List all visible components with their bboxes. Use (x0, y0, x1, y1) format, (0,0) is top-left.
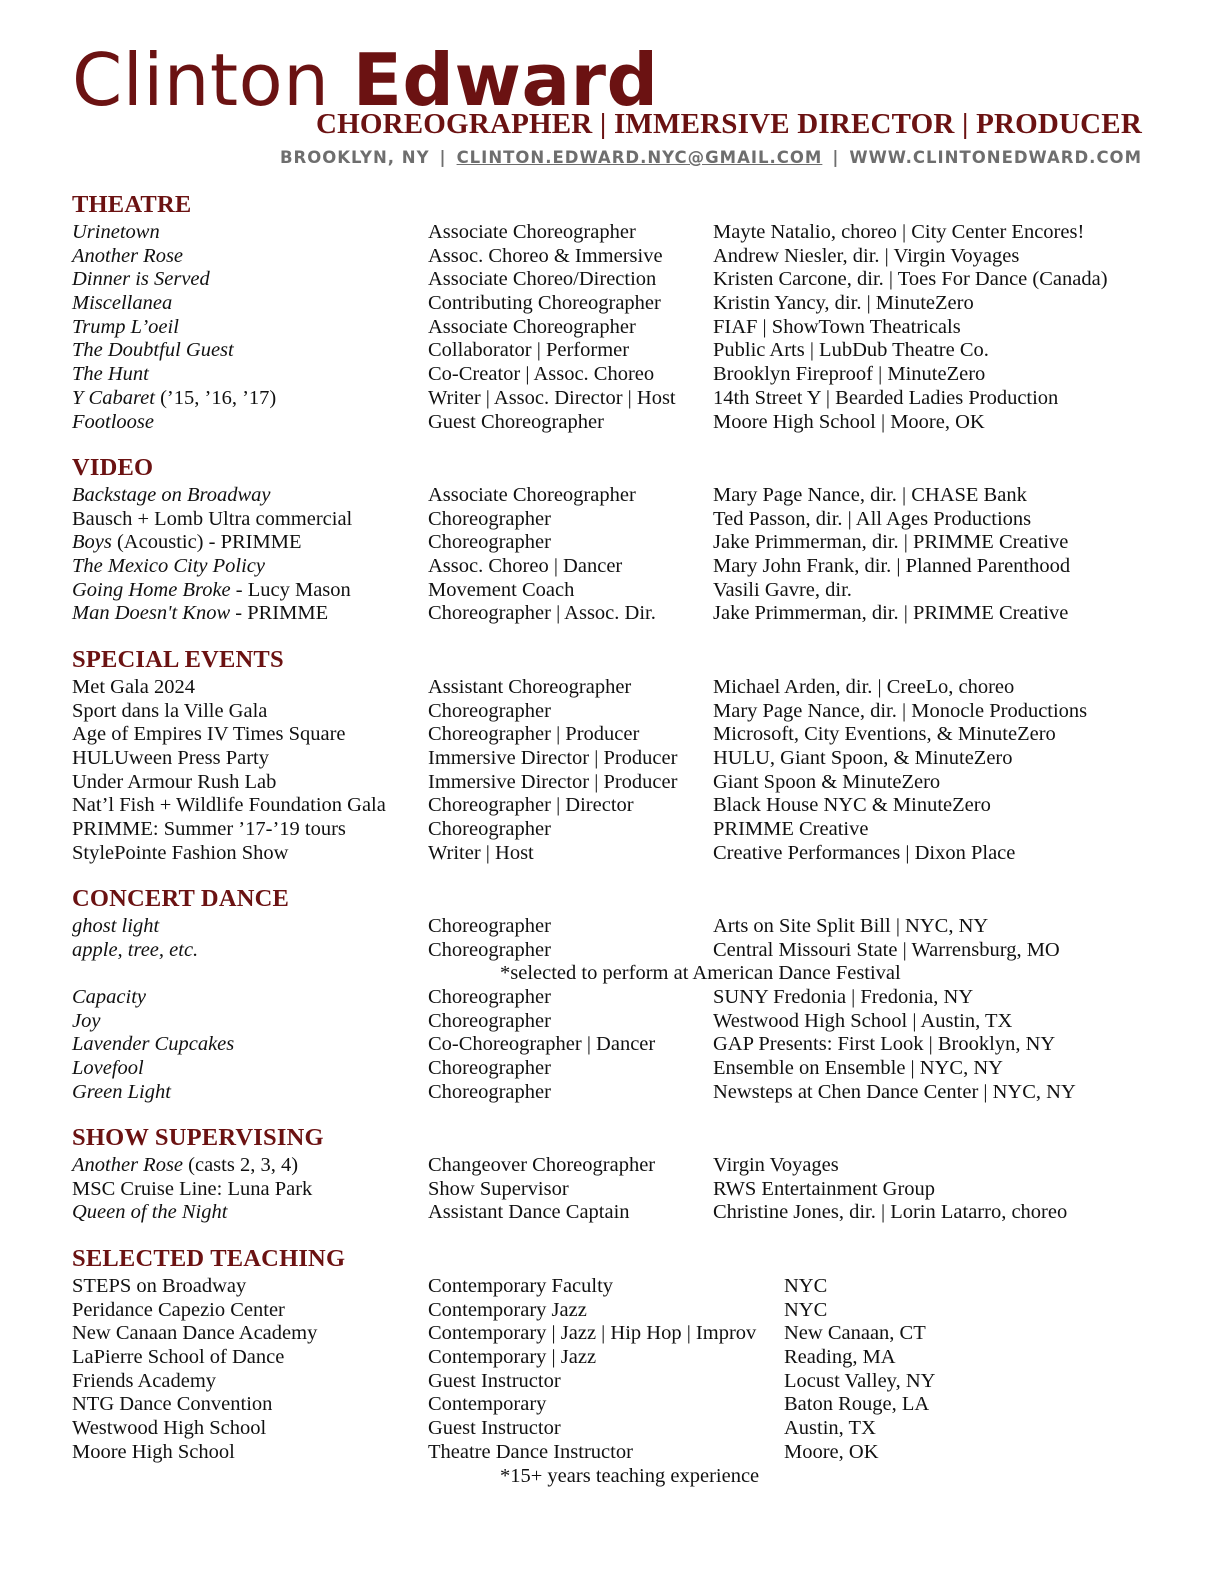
location: NYC (784, 1275, 828, 1297)
event-name: Age of Empires IV Times Square (72, 723, 346, 746)
email-link[interactable]: CLINTON.EDWARD.NYC@GMAIL.COM (456, 148, 823, 167)
role: Choreographer (428, 818, 551, 841)
teaching-row (72, 1417, 1162, 1441)
role: Contemporary Jazz (428, 1298, 587, 1321)
credit-row (72, 818, 1162, 842)
credit-row (72, 292, 1162, 316)
school: NTG Dance Convention (72, 1393, 273, 1416)
work-cell (72, 531, 301, 555)
role: Choreographer (428, 1080, 551, 1103)
credit: GAP Presents: First Look | Brooklyn, NY (713, 1033, 1056, 1056)
festival-note: *selected to perform at American Dance Festival (500, 962, 901, 985)
role: Choreographer (428, 1009, 551, 1032)
role: Co-Creator | Assoc. Choreo (428, 363, 655, 386)
credit-row (72, 747, 1162, 771)
contact-separator: | (439, 148, 447, 167)
event-name: Sport dans la Ville Gala (72, 699, 268, 722)
work-title: Trump L’oeil (72, 315, 179, 338)
credit: Ensemble on Ensemble | NYC, NY (713, 1057, 1003, 1080)
credit: Virgin Voyages (713, 1154, 839, 1176)
work-title: MSC Cruise Line: Luna Park (72, 1177, 313, 1200)
section-title-video: VIDEO (72, 454, 154, 481)
role: Writer | Host (428, 841, 534, 864)
credit-row (72, 1201, 1162, 1225)
role: Collaborator | Performer (428, 339, 630, 362)
role: Choreographer | Producer (428, 723, 640, 746)
credit-row (72, 602, 1162, 626)
work-title: Another Rose (72, 244, 184, 267)
credit-row (72, 794, 1162, 818)
credit: HULU, Giant Spoon, & MinuteZero (713, 747, 1013, 770)
teaching-row (72, 1441, 1162, 1465)
work-cell (72, 1154, 298, 1178)
work-cell (72, 387, 276, 411)
credit: Arts on Site Split Bill | NYC, NY (713, 915, 989, 937)
teaching-note: *15+ years teaching experience (500, 1464, 760, 1487)
school: New Canaan Dance Academy (72, 1322, 318, 1345)
work-cell (72, 579, 351, 603)
credit: Giant Spoon & MinuteZero (713, 770, 941, 793)
credit: Jake Primmerman, dir. | PRIMME Creative (713, 531, 1069, 554)
role: Contemporary | Jazz (428, 1346, 597, 1369)
role: Guest Instructor (428, 1417, 561, 1440)
resume-header (72, 38, 1142, 167)
work-title: Boys (72, 531, 112, 554)
credit-row (72, 1033, 1162, 1057)
work-title: apple, tree, etc. (72, 938, 199, 961)
teaching-note-row (72, 1465, 1162, 1489)
last-name: Edward (352, 38, 659, 122)
work-title: Y Cabaret (72, 386, 155, 409)
role: Associate Choreographer (428, 221, 636, 243)
credit: Brooklyn Fireproof | MinuteZero (713, 363, 986, 386)
role: Writer | Assoc. Director | Host (428, 386, 676, 409)
work-title: Joy (72, 1009, 101, 1032)
work-extra: - PRIMME (230, 602, 329, 625)
section-title-concert-dance: CONCERT DANCE (72, 885, 290, 912)
school: LaPierre School of Dance (72, 1346, 285, 1369)
work-extra: (Acoustic) - PRIMME (111, 531, 302, 554)
work-title: Lavender Cupcakes (72, 1033, 235, 1056)
credit-row (72, 676, 1162, 700)
credit: Public Arts | LubDub Theatre Co. (713, 339, 989, 362)
credit: Kristen Carcone, dir. | Toes For Dance (Canada) (713, 268, 1108, 291)
event-name: Met Gala 2024 (72, 676, 195, 698)
teaching-row (72, 1322, 1162, 1346)
credit: Westwood High School | Austin, TX (713, 1009, 1013, 1032)
section-title-selected-teaching: SELECTED TEACHING (72, 1245, 346, 1272)
credit-row (72, 363, 1162, 387)
credit-row (72, 411, 1162, 435)
role: Choreographer (428, 986, 551, 1009)
work-extra: (casts 2, 3, 4) (183, 1154, 299, 1176)
credit-row (72, 842, 1162, 866)
location: NYC (784, 1298, 828, 1321)
role: Contemporary (428, 1393, 547, 1416)
role: Choreographer (428, 915, 551, 937)
credit-row (72, 339, 1162, 363)
teaching-row (72, 1346, 1162, 1370)
location: Baton Rouge, LA (784, 1393, 930, 1416)
work-title: Capacity (72, 986, 147, 1009)
credit-row (72, 1010, 1162, 1034)
event-name: Under Armour Rush Lab (72, 770, 277, 793)
event-name: Nat’l Fish + Wildlife Foundation Gala (72, 794, 386, 817)
contact-line (280, 148, 1142, 167)
event-name: StylePointe Fashion Show (72, 841, 289, 864)
section-video (72, 454, 1162, 626)
location: Locust Valley, NY (784, 1369, 936, 1392)
credit-row (72, 915, 1162, 939)
first-name: Clinton (72, 38, 330, 122)
work-title: Another Rose (72, 1154, 184, 1176)
school: STEPS on Broadway (72, 1275, 247, 1297)
credit: Mary Page Nance, dir. | Monocle Productions (713, 699, 1088, 722)
event-name: HULUween Press Party (72, 747, 269, 770)
credit: SUNY Fredonia | Fredonia, NY (713, 986, 974, 1009)
location: New Canaan, CT (784, 1322, 926, 1345)
website-link[interactable]: WWW.CLINTONEDWARD.COM (849, 148, 1142, 167)
role: Associate Choreo/Direction (428, 268, 657, 291)
school: Westwood High School (72, 1417, 267, 1440)
location: Moore, OK (784, 1440, 879, 1463)
teaching-row (72, 1275, 1162, 1299)
role: Contemporary | Jazz | Hip Hop | Improv (428, 1322, 757, 1345)
role: Choreographer (428, 531, 551, 554)
credit-row (72, 1154, 1162, 1178)
section-title-show-supervising: SHOW SUPERVISING (72, 1124, 324, 1151)
credit: FIAF | ShowTown Theatricals (713, 315, 961, 338)
credit: Mary Page Nance, dir. | CHASE Bank (713, 484, 1027, 506)
work-title: Lovefool (72, 1057, 144, 1080)
credit: Christine Jones, dir. | Lorin Latarro, choreo (713, 1201, 1068, 1224)
role: Choreographer | Assoc. Dir. (428, 602, 656, 625)
credit: Mayte Natalio, choreo | City Center Encores! (713, 221, 1085, 243)
work-title: The Hunt (72, 363, 149, 386)
work-title: ghost light (72, 915, 160, 937)
teaching-row (72, 1370, 1162, 1394)
work-title: Dinner is Served (72, 268, 210, 291)
credit-row (72, 268, 1162, 292)
credit-row (72, 939, 1162, 963)
work-title: Man Doesn't Know (72, 602, 231, 625)
credit-row (72, 316, 1162, 340)
role: Assistant Dance Captain (428, 1201, 630, 1224)
work-extra: - Lucy Mason (230, 578, 351, 601)
credit: RWS Entertainment Group (713, 1177, 936, 1200)
work-title: Going Home Broke (72, 578, 231, 601)
credit: PRIMME Creative (713, 818, 869, 841)
work-title: Green Light (72, 1080, 171, 1103)
work-cell (72, 602, 328, 626)
contact-separator: | (832, 148, 840, 167)
work-title: Footloose (72, 410, 154, 433)
role: Immersive Director | Producer (428, 770, 678, 793)
role: Associate Choreographer (428, 315, 636, 338)
role: Associate Choreographer (428, 484, 636, 506)
credit-row (72, 723, 1162, 747)
role: Choreographer | Director (428, 794, 634, 817)
work-title: Queen of the Night (72, 1201, 228, 1224)
role: Assoc. Choreo | Dancer (428, 555, 623, 578)
role: Choreographer (428, 507, 551, 530)
teaching-row (72, 1393, 1162, 1417)
work-extra: (’15, ’16, ’17) (154, 386, 277, 409)
role: Assoc. Choreo & Immersive (428, 244, 663, 267)
credit-row (72, 1178, 1162, 1202)
section-title-theatre: THEATRE (72, 191, 192, 218)
work-title: Backstage on Broadway (72, 484, 271, 506)
credit-row (72, 986, 1162, 1010)
role: Immersive Director | Producer (428, 747, 678, 770)
credit-row (72, 531, 1162, 555)
role: Contributing Choreographer (428, 292, 661, 315)
credit: Black House NYC & MinuteZero (713, 794, 991, 817)
credit: Moore High School | Moore, OK (713, 410, 985, 433)
credit: Ted Passon, dir. | All Ages Productions (713, 507, 1032, 530)
section-theatre (72, 191, 1162, 434)
credit: Andrew Niesler, dir. | Virgin Voyages (713, 244, 1020, 267)
credit-row (72, 387, 1162, 411)
credit-row (72, 1081, 1162, 1105)
festival-note-row (72, 962, 1162, 986)
section-concert-dance (72, 885, 1162, 1105)
location: Austin, TX (784, 1417, 876, 1440)
school: Moore High School (72, 1440, 235, 1463)
credit-row (72, 579, 1162, 603)
role: Movement Coach (428, 578, 575, 601)
role: Choreographer (428, 1057, 551, 1080)
work-title: Urinetown (72, 221, 160, 243)
role: Show Supervisor (428, 1177, 569, 1200)
role: Guest Instructor (428, 1369, 561, 1392)
school: Friends Academy (72, 1369, 217, 1392)
section-selected-teaching (72, 1245, 1162, 1488)
credit: Mary John Frank, dir. | Planned Parenthood (713, 555, 1071, 578)
role: Guest Choreographer (428, 410, 604, 433)
credit: Central Missouri State | Warrensburg, MO (713, 938, 1060, 961)
role: Assistant Choreographer (428, 676, 632, 698)
credit: Microsoft, City Eventions, & MinuteZero (713, 723, 1056, 746)
section-title-special-events: SPECIAL EVENTS (72, 646, 284, 673)
school: Peridance Capezio Center (72, 1298, 285, 1321)
section-show-supervising (72, 1124, 1162, 1225)
location: BROOKLYN, NY (279, 148, 430, 167)
work-title: The Doubtful Guest (72, 339, 234, 362)
location: Reading, MA (784, 1346, 896, 1369)
role: Choreographer (428, 938, 551, 961)
professional-title: CHOREOGRAPHER | IMMERSIVE DIRECTOR | PRODUCER (315, 108, 1142, 140)
credit-row (72, 700, 1162, 724)
credit-row (72, 221, 1162, 245)
role: Co-Choreographer | Dancer (428, 1033, 656, 1056)
credit: Michael Arden, dir. | CreeLo, choreo (713, 676, 1015, 698)
credit-row (72, 771, 1162, 795)
teaching-row (72, 1299, 1162, 1323)
credit: Creative Performances | Dixon Place (713, 841, 1016, 864)
credit: Jake Primmerman, dir. | PRIMME Creative (713, 602, 1069, 625)
role: Contemporary Faculty (428, 1275, 614, 1297)
credit-row (72, 555, 1162, 579)
event-name: PRIMME: Summer ’17-’19 tours (72, 818, 346, 841)
credit: Vasili Gavre, dir. (713, 578, 852, 601)
role: Theatre Dance Instructor (428, 1440, 633, 1463)
credit: Kristin Yancy, dir. | MinuteZero (713, 292, 974, 315)
work-title: The Mexico City Policy (72, 555, 265, 578)
credit-row (72, 245, 1162, 269)
work-title: Miscellanea (72, 292, 173, 315)
credit-row (72, 484, 1162, 508)
credit-row (72, 1057, 1162, 1081)
credit: Newsteps at Chen Dance Center | NYC, NY (713, 1080, 1076, 1103)
work-title: Bausch + Lomb Ultra commercial (72, 507, 353, 530)
section-special-events (72, 646, 1162, 866)
credit-row (72, 508, 1162, 532)
role: Changeover Choreographer (428, 1154, 656, 1176)
credit: 14th Street Y | Bearded Ladies Production (713, 386, 1059, 409)
role: Choreographer (428, 699, 551, 722)
